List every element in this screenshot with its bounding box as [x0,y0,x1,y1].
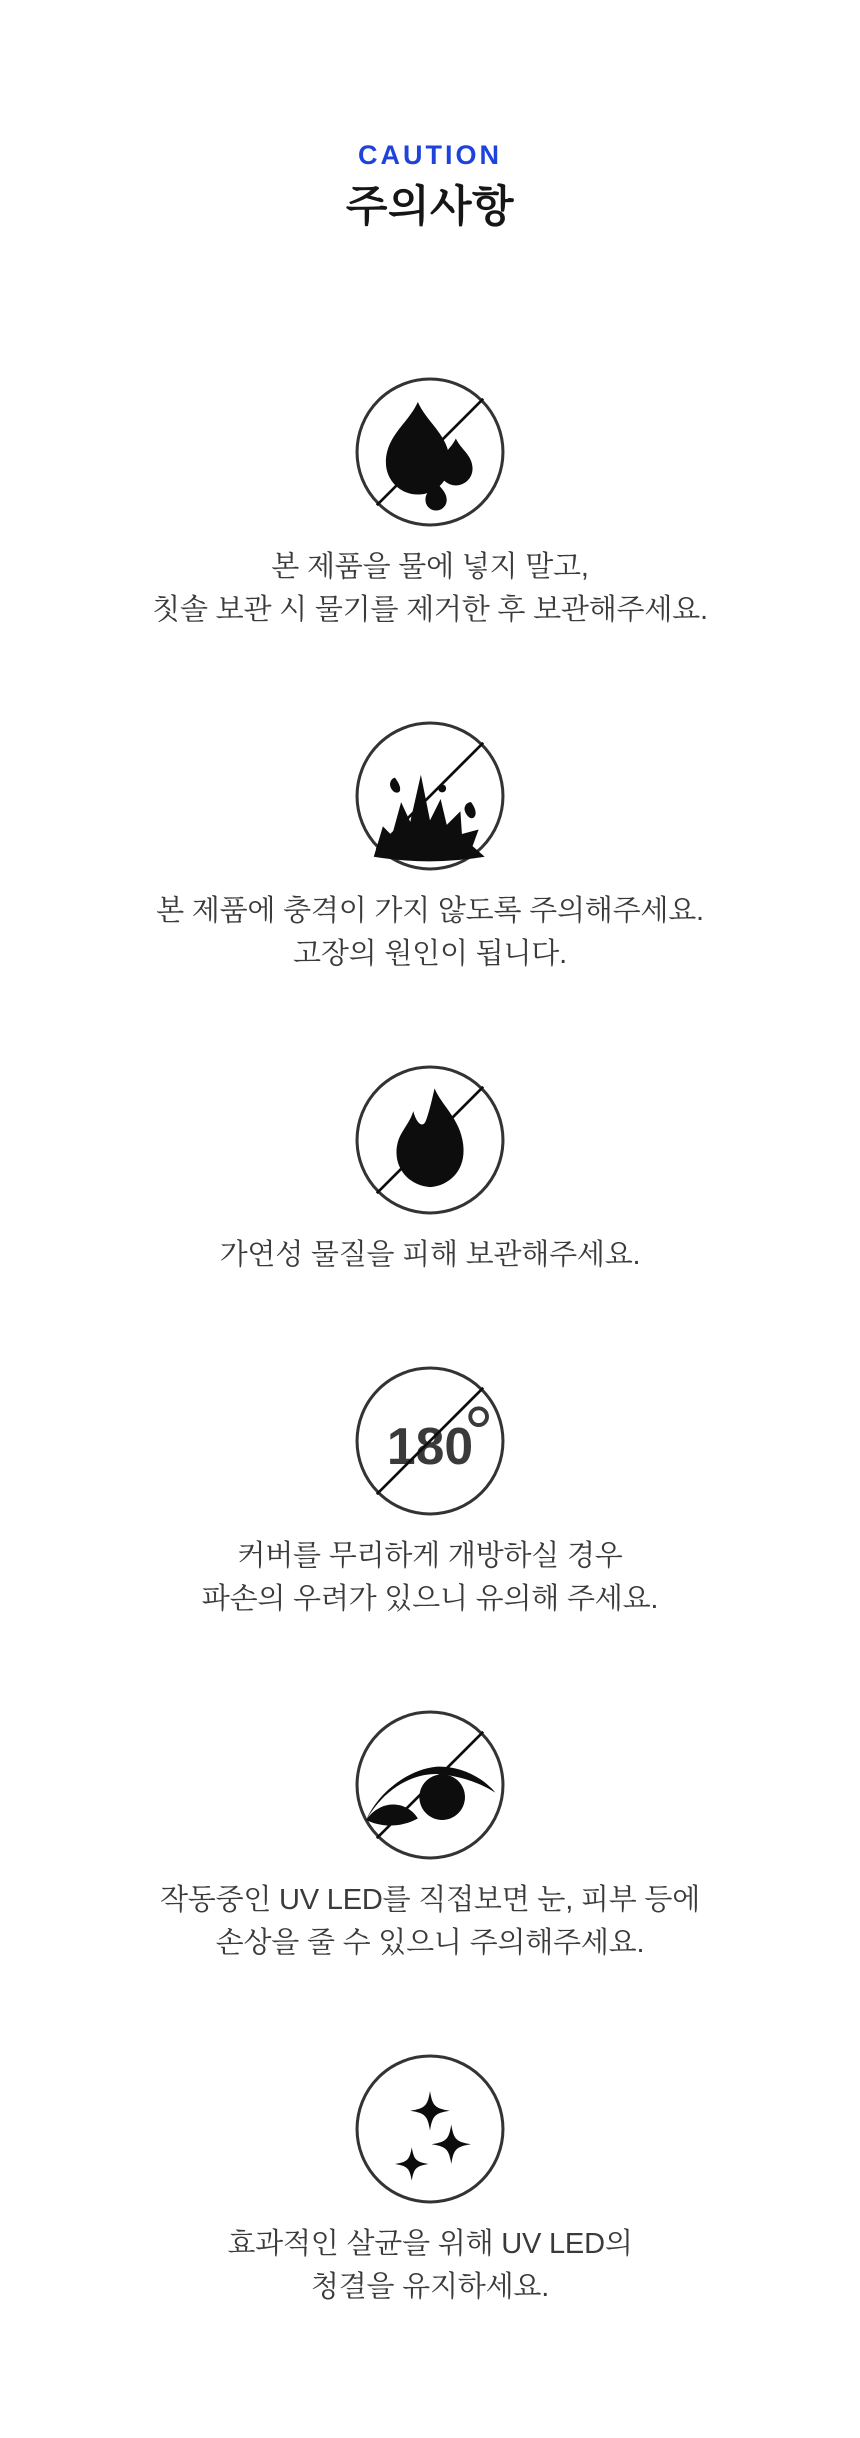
no-impact-icon [354,720,506,872]
caution-text-line: 청결을 유지하세요. [310,2271,550,2303]
no-look-uv-led-icon [354,1709,506,1861]
caution-text [156,890,704,976]
caution-text [202,1535,659,1621]
caution-section-led-clean [227,2053,632,2309]
caution-text-line: 고장의 원인이 됩니다. [293,938,567,970]
caution-text-line: 작동중인 UV LED를 직접보면 눈, 피부 등에 [159,1884,701,1916]
caution-text [220,1234,641,1277]
caution-text-line: 손상을 줄 수 있으니 주의해주세요. [215,1927,645,1959]
caution-text [227,2223,632,2309]
caution-eyebrow: CAUTION [358,140,502,170]
caution-text-line: 효과적인 살균을 위해 UV LED의 [227,2228,633,2260]
caution-section-impact [156,720,704,976]
caution-section-water [152,376,708,632]
dial-180-label: 180 [386,1416,474,1475]
caution-section-uv-eye [160,1709,700,1965]
caution-sections [152,376,708,2309]
keep-led-clean-sparkle-icon [354,2053,506,2205]
no-flammable-icon [354,1064,506,1216]
caution-section-cover-open [202,1365,659,1621]
no-force-open-180-icon [354,1365,506,1517]
no-water-icon [354,376,506,528]
caution-text-line: 본 제품에 충격이 가지 않도록 주의해주세요. [156,895,704,927]
caution-text [152,546,708,632]
caution-text-line: 파손의 우려가 있으니 유의해 주세요. [201,1583,659,1615]
caution-text-line: 본 제품을 물에 넣지 말고, [271,551,589,583]
page-title: 주의사항 [345,183,515,231]
caution-text-line: 커버를 무리하게 개방하실 경우 [237,1540,623,1572]
caution-text [160,1879,700,1965]
caution-section-flammable [220,1064,641,1277]
caution-text-line: 칫솔 보관 시 물기를 제거한 후 보관해주세요. [152,594,708,626]
caution-text-line: 가연성 물질을 피해 보관해주세요. [219,1239,641,1271]
